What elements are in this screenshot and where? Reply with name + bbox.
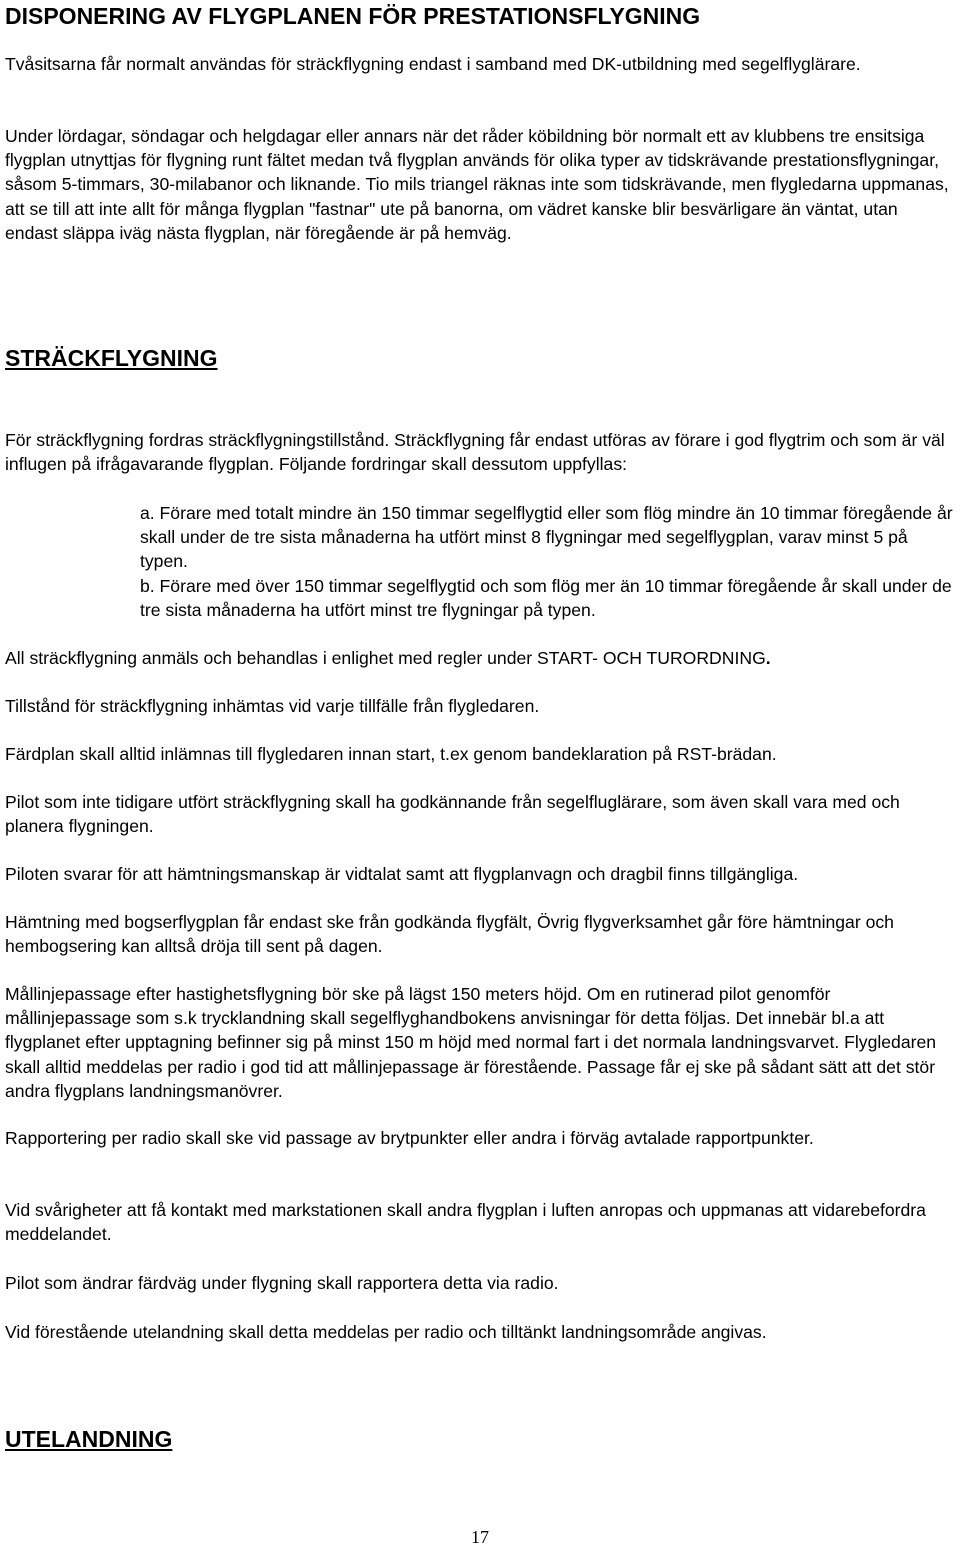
paragraph-rapportering: Rapportering per radio skall ske vid passage av brytpunkter eller andra i förväg avtalade rapportpunkter. — [5, 1128, 814, 1148]
intro-paragraph-2 — [5, 124, 955, 245]
page-number: 17 — [471, 1527, 489, 1547]
paragraph-hamtning-bogser: Hämtning med bogserflygplan får endast ske från godkända flygfält, Övrig flygverksamhet går före hämtningar och hembogsering kan alltså dröja till sent på dagen. — [5, 912, 894, 957]
paragraph-anmalan — [5, 646, 955, 670]
strack-intro: För sträckflygning fordras sträckflygningstillstånd. Sträckflygning får endast utföras av förare i god flygtrim och som är väl influgen på ifrågavarande flygplan. Följande fordringar skall dessutom uppfyllas: — [5, 430, 945, 475]
paragraph-anmalan-text: All sträckflygning anmäls och behandlas i enlighet med regler under START- OCH TURORDNING — [5, 648, 766, 668]
paragraph-anmalan-period: . — [765, 648, 771, 668]
requirement-b: b. Förare med över 150 timmar segelflygtid och som flög mer än 10 timmar föregående år skall under de tre sista månaderna ha utfört minst tre flygningar på typen. — [140, 575, 952, 620]
section-title-strackflygning: STRÄCKFLYGNING — [5, 345, 218, 371]
paragraph-fardplan: Färdplan skall alltid inlämnas till flygledaren innan start, t.ex genom bandeklaration på RST-brädan. — [5, 744, 777, 764]
page-heading: DISPONERING AV FLYGPLANEN FÖR PRESTATIONSFLYGNING — [5, 3, 701, 29]
paragraph-hamtningsmanskap: Piloten svarar för att hämtningsmanskap är vidtalat samt att flygplanvagn och dragbil finns tillgängliga. — [5, 864, 799, 884]
intro-paragraph-2-cont: Tio mils triangel räknas inte som tidskrävande, men flygledarna uppmanas, att se till att inte allt för många flygplan "fastnar" ute på banorna, om vädret kanske blir besvärligare än väntat, utan endast släppa iväg nästa flygplan, när föregående är på hemväg. — [5, 174, 949, 243]
paragraph-tillstand: Tillstånd för sträckflygning inhämtas vid varje tillfälle från flygledaren. — [5, 696, 540, 716]
requirement-a: a. Förare med totalt mindre än 150 timmar segelflygtid eller som flög mindre än 10 timmar föregående år skall under de tre sista månaderna ha utfört minst 8 flygningar med segelflygplan, varav minst 5 på typen. — [140, 503, 953, 572]
paragraph-kontakt: Vid svårigheter att få kontakt med markstationen skall andra flygplan i luften anropas och uppmanas att vidarebefordra meddelandet. — [5, 1200, 926, 1245]
requirements-list — [140, 501, 955, 622]
section-title-utelandning: UTELANDNING — [5, 1426, 173, 1452]
paragraph-mallinjepassage: Mållinjepassage efter hastighetsflygning bör ske på lägst 150 meters höjd. Om en rutinerad pilot genomför mållinjepassage som s.k trycklandning skall segelflyghandbokens anvisningar för detta följas. Det innebär bl.a att flygplanet efter upptagning befinner sig på minst 150 m höjd med normal fart i det normala landningsvarvet. Flygledaren skall alltid meddelas per radio i god tid att mållinjepassage är förestående. Passage får ej ske på sådant sätt att det stör andra flygplans landningsmanövrer. — [5, 984, 937, 1101]
paragraph-utelandning: Vid förestående utelandning skall detta meddelas per radio och tilltänkt landningsområde angivas. — [5, 1322, 767, 1342]
paragraph-godkannande: Pilot som inte tidigare utfört sträckflygning skall ha godkännande från segelfluglärare, som även skall vara med och planera flygningen. — [5, 792, 900, 837]
intro-paragraph-2-main: Under lördagar, söndagar och helgdagar eller annars när det råder köbildning bör normalt ett av klubbens tre ensitsiga flygplan utnyttjas för flygning runt fältet medan två flygplan används för olika typer av tidskrävande prestationsflygningar, såsom 5-timmars, 30-milabanor och liknande. — [5, 126, 939, 195]
paragraph-fardvag: Pilot som ändrar färdväg under flygning skall rapportera detta via radio. — [5, 1273, 559, 1293]
intro-paragraph-1: Tvåsitsarna får normalt användas för sträckflygning endast i samband med DK-utbildning med segelflyglärare. — [5, 54, 861, 74]
